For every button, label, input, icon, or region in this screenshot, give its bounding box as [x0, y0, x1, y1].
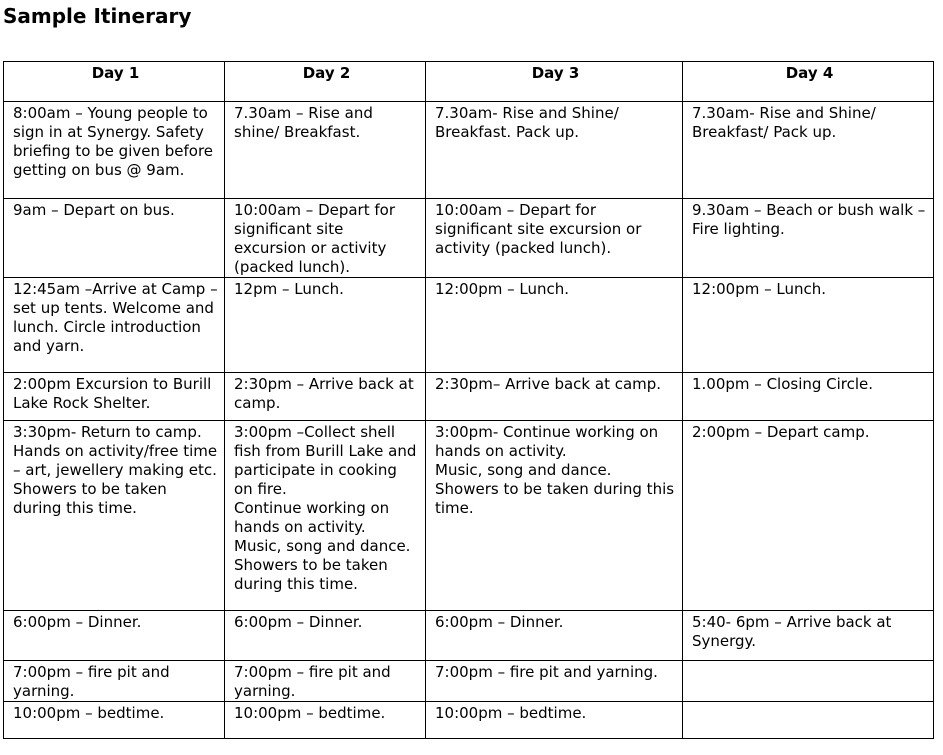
- table-row: [4, 199, 934, 278]
- header-row: [4, 62, 934, 102]
- table-cell: 12:45am –Arrive at Camp – set up tents. Welcome and lunch. Circle introduction and yarn.: [4, 278, 225, 373]
- table-row: [4, 611, 934, 661]
- table-cell: 10:00pm – bedtime.: [4, 702, 225, 739]
- header-day-1: Day 1: [4, 62, 225, 102]
- table-cell: 3:30pm- Return to camp. Hands on activity/free time – art, jewellery making etc. Showers to be taken during this time.: [4, 421, 225, 611]
- table-cell: 8:00am – Young people to sign in at Synergy. Safety briefing to be given before getting on bus @ 9am.: [4, 102, 225, 199]
- table-cell: 6:00pm – Dinner.: [225, 611, 426, 661]
- table-cell: 10:00am – Depart for significant site excursion or activity (packed lunch).: [225, 199, 426, 278]
- table-cell: 12pm – Lunch.: [225, 278, 426, 373]
- table-cell: 2:30pm– Arrive back at camp.: [426, 373, 683, 421]
- table-cell: 5:40- 6pm – Arrive back at Synergy.: [683, 611, 934, 661]
- table-cell: 7:00pm – fire pit and yarning.: [4, 661, 225, 702]
- table-cell: 9am – Depart on bus.: [4, 199, 225, 278]
- table-row: [4, 278, 934, 373]
- table-cell: 7.30am- Rise and Shine/ Breakfast/ Pack up.: [683, 102, 934, 199]
- table-cell: 7:00pm – fire pit and yarning.: [426, 661, 683, 702]
- table-cell: 2:30pm – Arrive back at camp.: [225, 373, 426, 421]
- table-cell: 7:00pm – fire pit and yarning.: [225, 661, 426, 702]
- table-cell: 9.30am – Beach or bush walk – Fire lighting.: [683, 199, 934, 278]
- table-cell: 1.00pm – Closing Circle.: [683, 373, 934, 421]
- header-day-3: Day 3: [426, 62, 683, 102]
- table-cell: [683, 661, 934, 702]
- table-cell: 12:00pm – Lunch.: [426, 278, 683, 373]
- header-day-2: Day 2: [225, 62, 426, 102]
- table-row: [4, 421, 934, 611]
- table-cell: 10:00pm – bedtime.: [426, 702, 683, 739]
- table-cell: 7.30am – Rise and shine/ Breakfast.: [225, 102, 426, 199]
- table-cell: 10:00am – Depart for significant site excursion or activity (packed lunch).: [426, 199, 683, 278]
- table-cell: 6:00pm – Dinner.: [4, 611, 225, 661]
- table-cell: 7.30am- Rise and Shine/ Breakfast. Pack up.: [426, 102, 683, 199]
- itinerary-table: [3, 61, 934, 739]
- table-cell: 3:00pm –Collect shell fish from Burill Lake and participate in cooking on fire. Continue working on hands on activity. Music, song and dance. Showers to be taken during this time.: [225, 421, 426, 611]
- table-cell: 10:00pm – bedtime.: [225, 702, 426, 739]
- header-day-4: Day 4: [683, 62, 934, 102]
- table-cell: 2:00pm – Depart camp.: [683, 421, 934, 611]
- table-cell: [683, 702, 934, 739]
- table-cell: 6:00pm – Dinner.: [426, 611, 683, 661]
- table-row: [4, 661, 934, 702]
- table-cell: 3:00pm- Continue working on hands on activity. Music, song and dance. Showers to be taken during this time.: [426, 421, 683, 611]
- table-row: [4, 102, 934, 199]
- table-row: [4, 373, 934, 421]
- table-cell: 2:00pm Excursion to Burill Lake Rock Shelter.: [4, 373, 225, 421]
- page-title: Sample Itinerary: [3, 4, 192, 28]
- table-row: [4, 702, 934, 739]
- table-cell: 12:00pm – Lunch.: [683, 278, 934, 373]
